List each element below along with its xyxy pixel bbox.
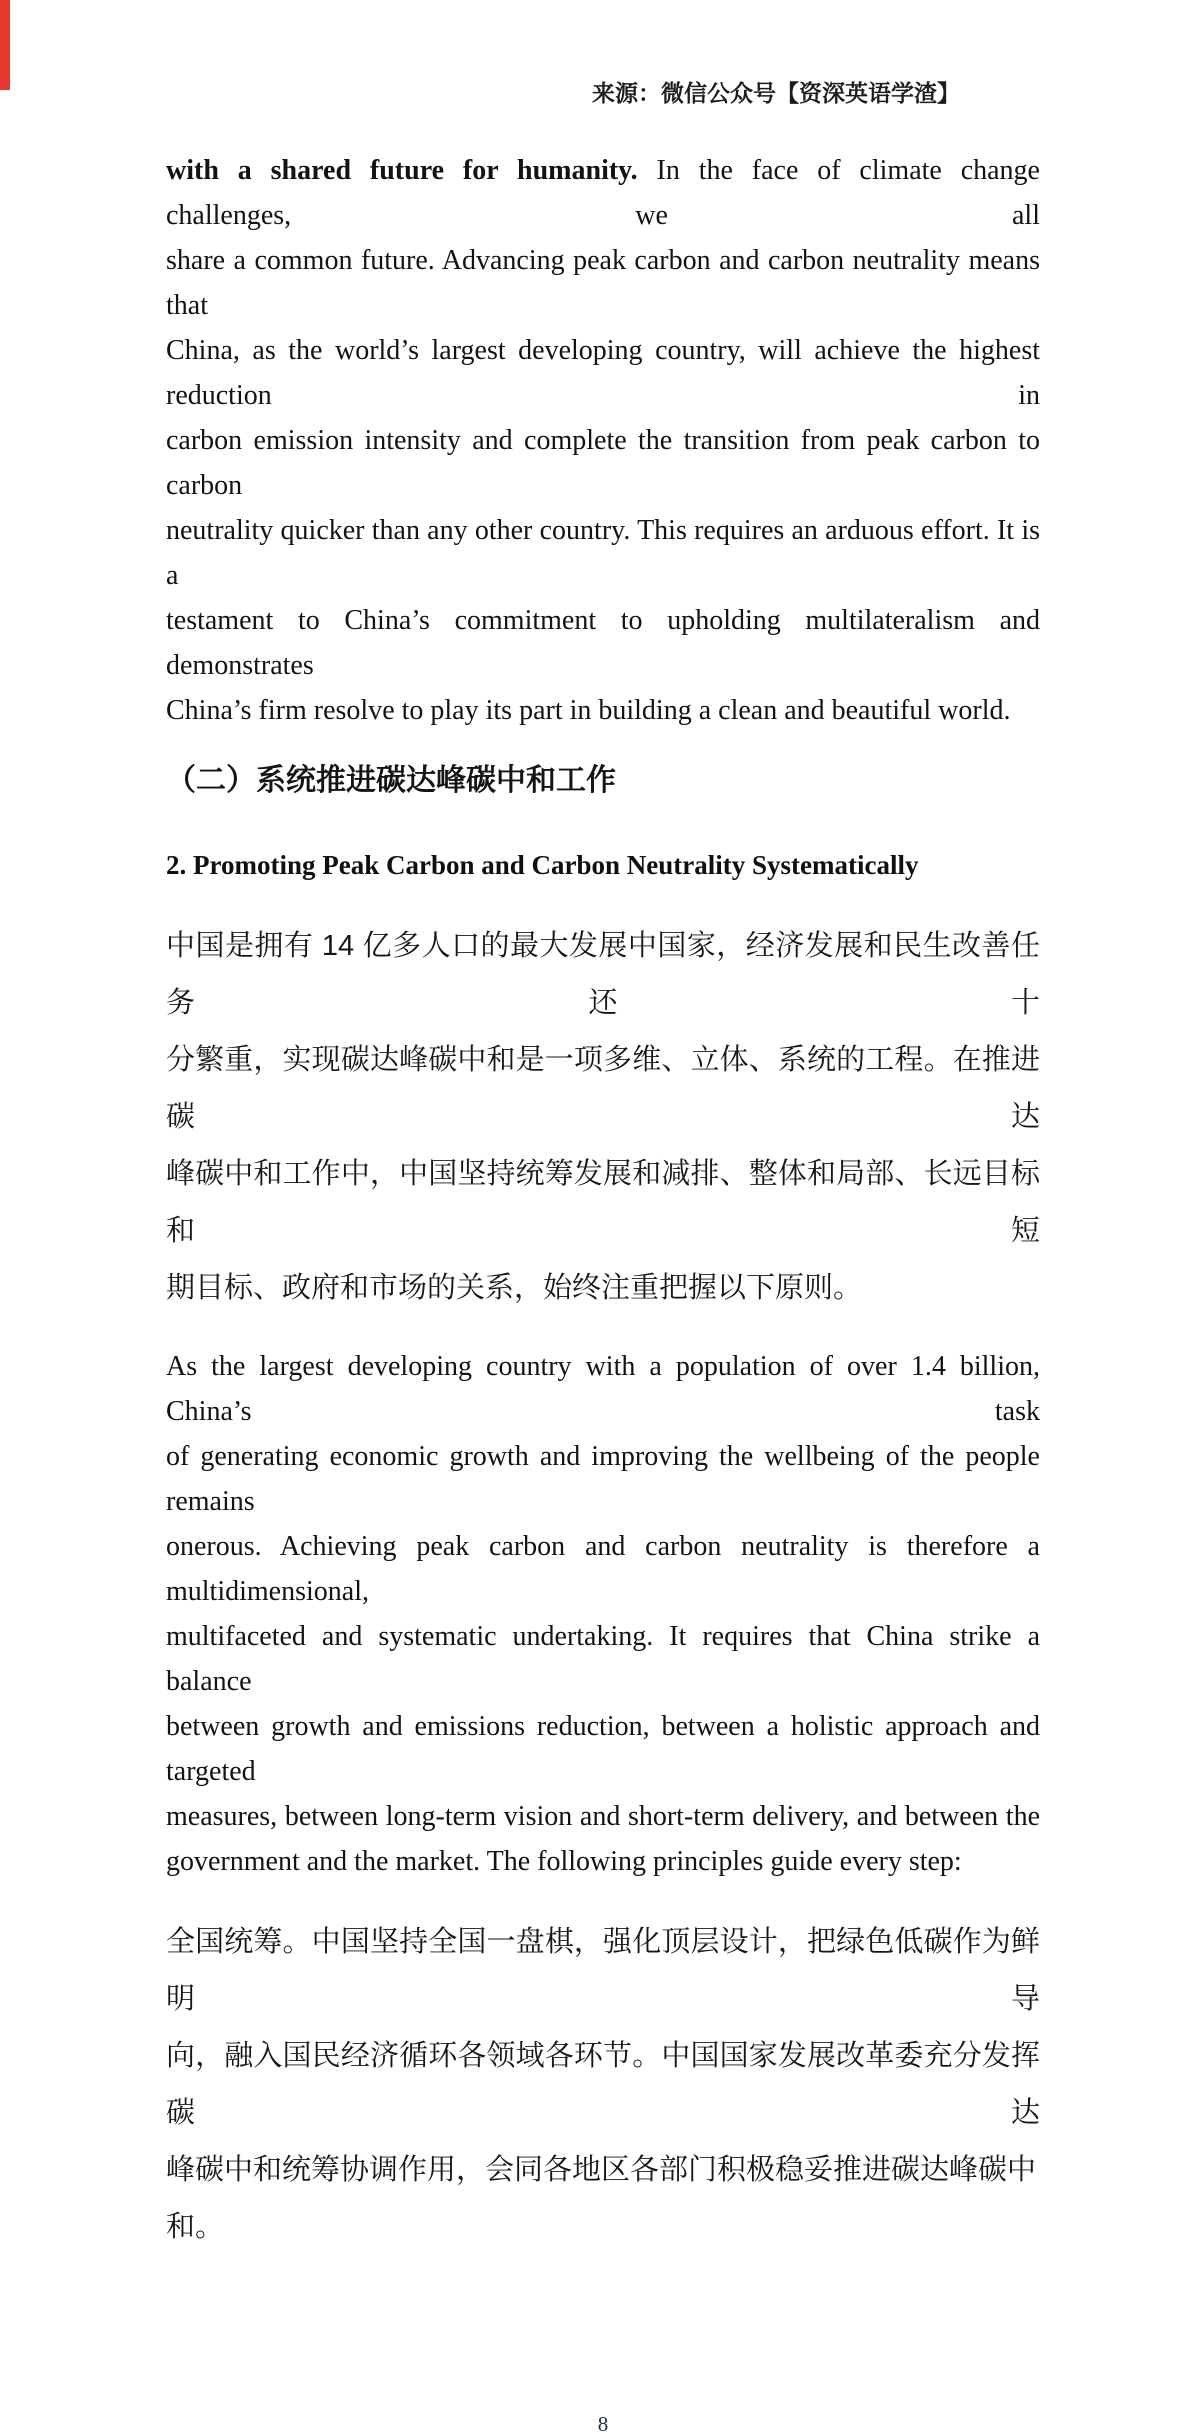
text-line: 向，融入国民经济循环各领域各环节。中国国家发展改革委充分发挥碳达 bbox=[166, 2040, 1040, 2129]
header-source bbox=[0, 0, 1200, 110]
text-line: carbon emission intensity and complete the transition from peak carbon to carbon bbox=[166, 425, 1040, 501]
header-source-label: 来源：微信公众号【资深英语学渣】 bbox=[592, 81, 960, 106]
text-line: share a common future. Advancing peak carbon and carbon neutrality means that bbox=[166, 245, 1040, 321]
paragraph-cn-national-coordination bbox=[166, 1914, 1040, 2256]
text-line: multifaceted and systematic undertaking. It requires that China strike a balance bbox=[166, 1621, 1040, 1697]
corner-red-mark bbox=[0, 0, 10, 90]
document-content bbox=[0, 148, 1200, 2436]
section-heading-chinese: （二）系统推进碳达峰碳中和工作 bbox=[166, 764, 616, 797]
text-line: 全国统筹。中国坚持全国一盘棋，强化顶层设计，把绿色低碳作为鲜明导 bbox=[166, 1926, 1040, 2015]
text-line: of generating economic growth and improving the wellbeing of the people remains bbox=[166, 1441, 1040, 1517]
text-line: China, as the world’s largest developing country, will achieve the highest reduction in bbox=[166, 335, 1040, 411]
page-number: 8 bbox=[597, 2412, 609, 2436]
text-line: As the largest developing country with a population of over 1.4 billion, China’s task bbox=[166, 1351, 1040, 1427]
text-line: neutrality quicker than any other country. This requires an arduous effort. It is a bbox=[166, 515, 1040, 591]
text-line: 期目标、政府和市场的关系，始终注重把握以下原则。 bbox=[166, 1272, 863, 1304]
text-line: 峰碳中和统筹协调作用，会同各地区各部门积极稳妥推进碳达峰碳中和。 bbox=[166, 2154, 1037, 2243]
text-line: testament to China’s commitment to upholding multilateralism and demonstrates bbox=[166, 605, 1040, 681]
text-line: 中国是拥有 14 亿多人口的最大发展中国家，经济发展和民生改善任务还十 bbox=[166, 930, 1040, 1019]
text-line: measures, between long-term vision and short-term delivery, and between the bbox=[166, 1801, 1040, 1832]
paragraph-en-humanity bbox=[166, 148, 1040, 733]
section-heading-english: 2. Promoting Peak Carbon and Carbon Neutrality Systematically bbox=[166, 850, 919, 880]
lead-rest-text: In the face of climate change challenges, we all bbox=[166, 155, 1040, 231]
text-line: government and the market. The following principles guide every step: bbox=[166, 1846, 962, 1877]
paragraph-en-largest-developing bbox=[166, 1344, 1040, 1884]
bold-lead-text: with a shared future for humanity. bbox=[166, 155, 638, 186]
text-line: China’s firm resolve to play its part in building a clean and beautiful world. bbox=[166, 695, 1011, 726]
text-line bbox=[166, 148, 1040, 238]
paragraph-cn-population bbox=[166, 918, 1040, 1317]
text-line: 峰碳中和工作中，中国坚持统筹发展和减排、整体和局部、长远目标和短 bbox=[166, 1158, 1040, 1247]
text-line: 分繁重，实现碳达峰碳中和是一项多维、立体、系统的工程。在推进碳达 bbox=[166, 1044, 1040, 1133]
text-line: onerous. Achieving peak carbon and carbon neutrality is therefore a multidimensional, bbox=[166, 1531, 1040, 1607]
text-line: between growth and emissions reduction, between a holistic approach and targeted bbox=[166, 1711, 1040, 1787]
